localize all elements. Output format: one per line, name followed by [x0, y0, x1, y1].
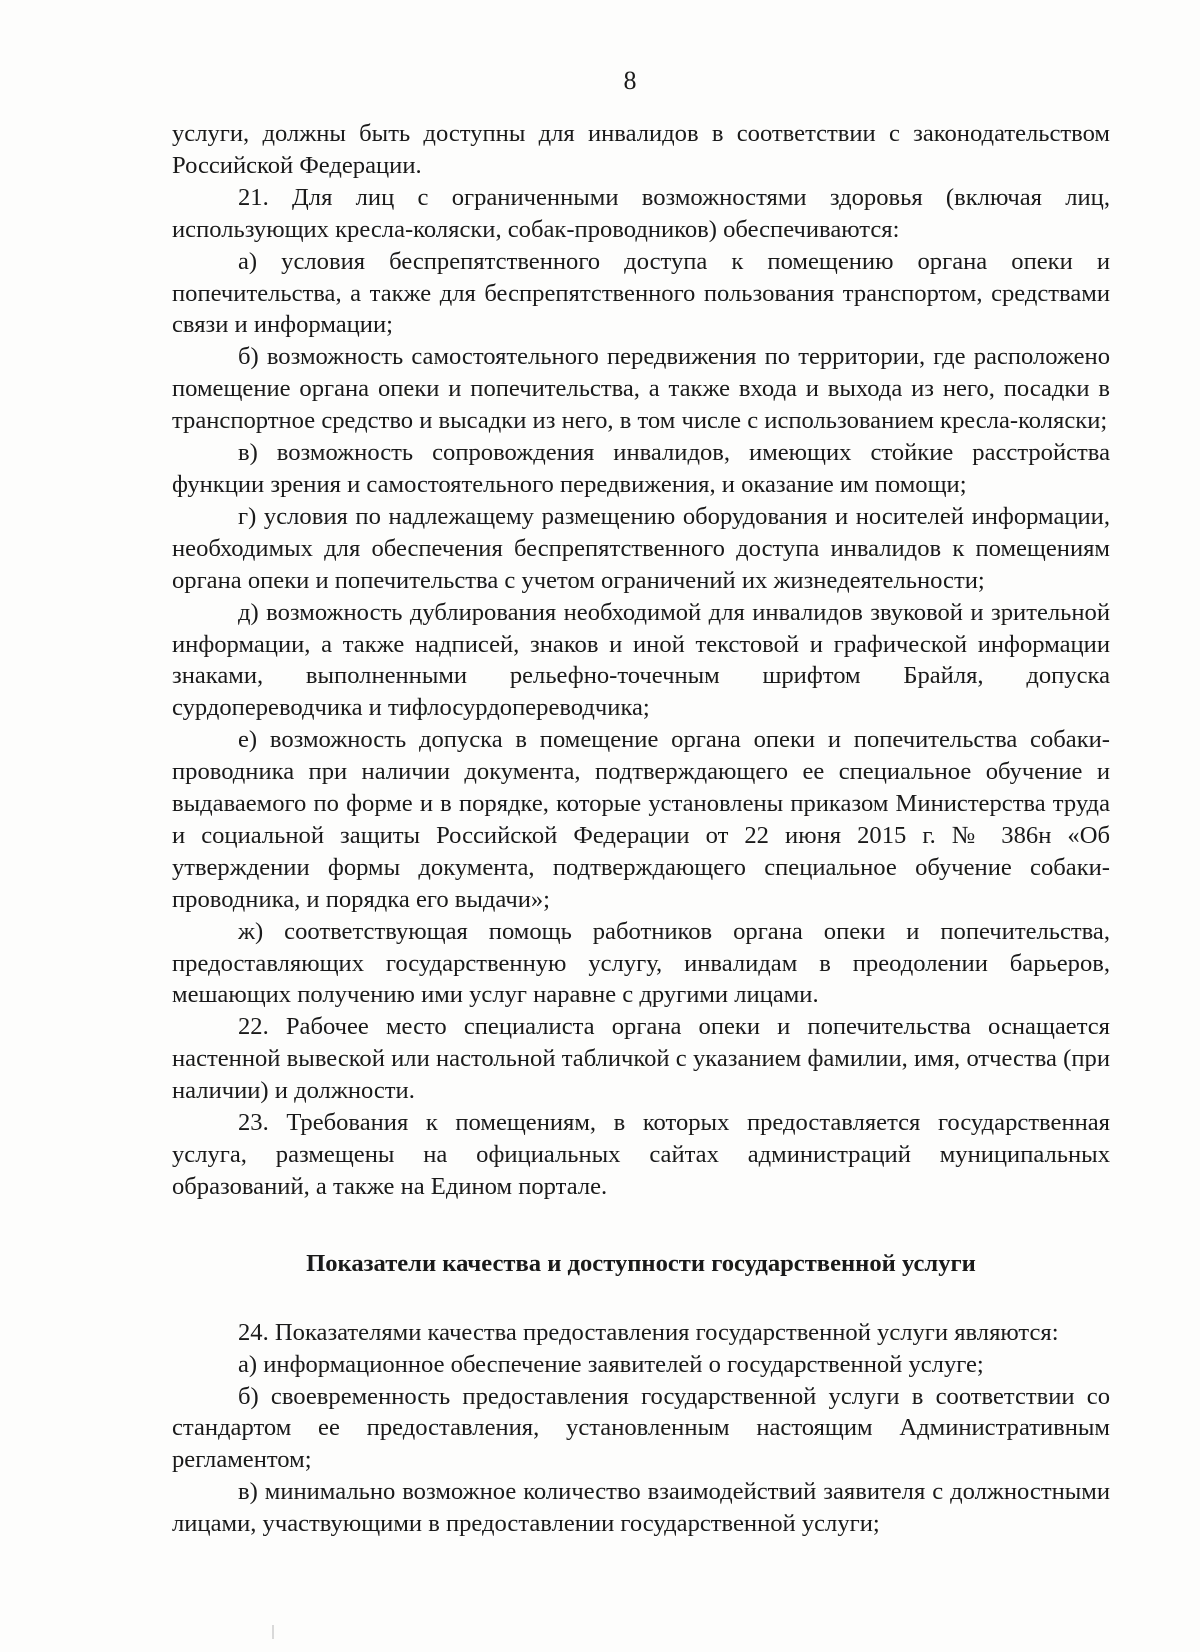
paragraph-item-24: 24. Показателями качества предоставления государственной услуги являются: [238, 1318, 1059, 1346]
paragraph-item-21b: б) возможность самостоятельного передвижения по территории, где расположено помещение органа опеки и попечительства, а также входа и выхода из него, посадки в транспортное средство и высадки из него, в том числе с использованием кресла-коляски; [172, 343, 1110, 435]
paragraph-item-24v: в) минимально возможное количество взаимодействий заявителя с должностными лицами, участвующими в предоставлении государственной услуги; [172, 1478, 1110, 1538]
paragraph-item-21zh: ж) соответствующая помощь работников органа опеки и попечительства, предоставляющих государственную услугу, инвалидам в преодолении барьеров, мешающих получению ими услуг наравне с другими лицами. [172, 917, 1110, 1009]
paragraph-item-24b: б) своевременность предоставления государственной услуги в соответствии со стандартом ее предоставления, установленным настоящим Административным регламентом; [172, 1382, 1110, 1474]
paragraph-item-21a: а) условия беспрепятственного доступа к помещению органа опеки и попечительства, а также для беспрепятственного пользования транспортом, средствами связи и информации; [172, 247, 1110, 339]
page-number: 8 [623, 66, 637, 95]
section-heading: Показатели качества и доступности государственной услуги [306, 1249, 976, 1277]
paragraph-item-21e: е) возможность допуска в помещение органа опеки и попечительства собаки-проводника при наличии документа, подтверждающего ее специальное обучение и выдаваемого по форме и в порядке, которые установлены приказом Министерства труда и социальной защиты Российской Федерации от 22 июня 2015 г. № 386н «Об утверждении формы документа, подтверждающего специальное обучение собаки-проводника, и порядка его выдачи»; [172, 726, 1110, 913]
paragraph-continuation: услуги, должны быть доступны для инвалидов в соответствии с законодательством Российской Федерации. [172, 120, 1110, 179]
paragraph-item-21v: в) возможность сопровождения инвалидов, имеющих стойкие расстройства функции зрения и самостоятельного передвижения, и оказание им помощи; [172, 439, 1110, 498]
paragraph-item-24a: а) информационное обеспечение заявителей о государственной услуге; [238, 1350, 984, 1378]
document-body [172, 118, 1110, 1540]
paragraph-item-23: 23. Требования к помещениям, в которых предоставляется государственная услуга, размещены на официальных сайтах администраций муниципальных образований, а также на Едином портале. [172, 1109, 1110, 1200]
paragraph-item-21: 21. Для лиц с ограниченными возможностями здоровья (включая лиц, использующих кресла-коляски, собак-проводников) обеспечиваются: [172, 183, 1110, 243]
paragraph-item-22: 22. Рабочее место специалиста органа опеки и попечительства оснащается настенной вывеской или настольной табличкой с указанием фамилии, имя, отчества (при наличии) и должности. [172, 1013, 1110, 1105]
paragraph-item-21g: г) условия по надлежащему размещению оборудования и носителей информации, необходимых для обеспечения беспрепятственного доступа инвалидов к помещениям органа опеки и попечительства с учетом ограничений их жизнедеятельности; [172, 502, 1110, 594]
scan-speck [272, 1625, 274, 1639]
paragraph-item-21d: д) возможность дублирования необходимой для инвалидов звуковой и зрительной информации, а также надписей, знаков и иной текстовой и графической информации знаками, выполненными рельефно-точечным шрифтом Брайля, допуска сурдопереводчика и тифлосурдопереводчика; [172, 598, 1110, 722]
